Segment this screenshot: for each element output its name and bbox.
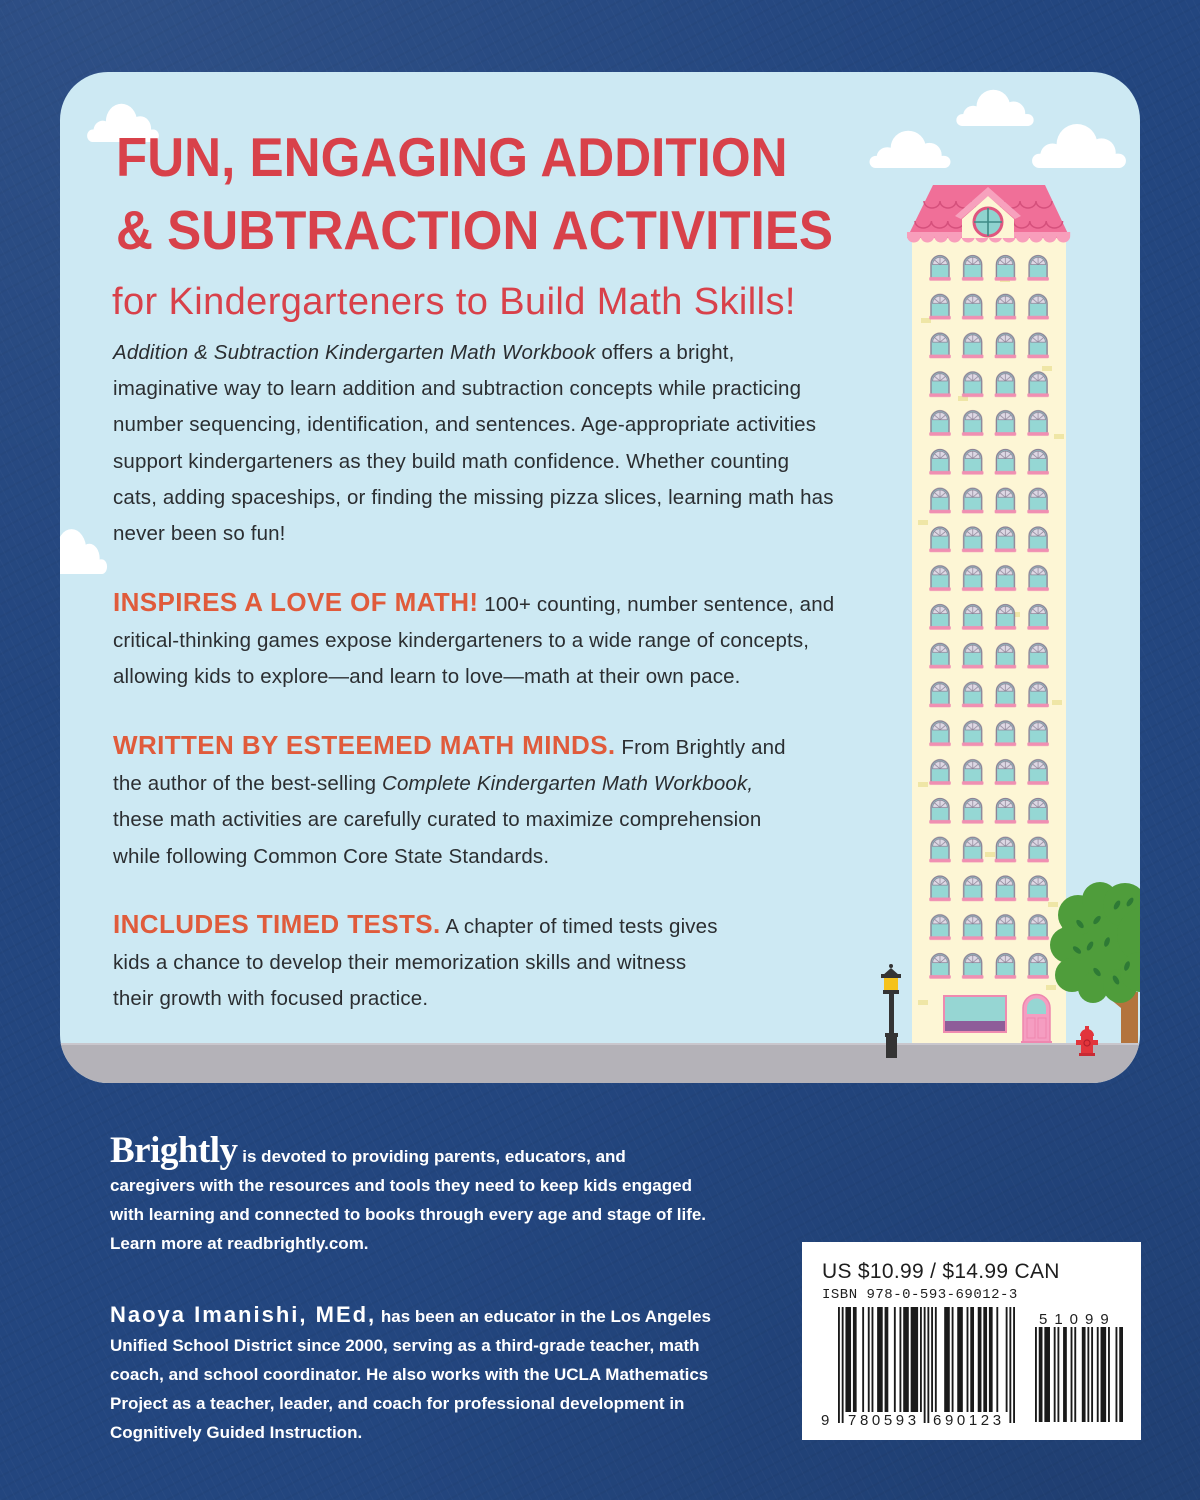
price-addon-barcode-icon xyxy=(1035,1327,1123,1422)
windows-grid xyxy=(924,249,1055,986)
publisher-text: is devoted to providing parents, educators, and xyxy=(237,1147,626,1166)
barcode-price-box xyxy=(802,1242,1141,1440)
pavement xyxy=(60,1044,1140,1083)
feature-line xyxy=(113,587,834,623)
author-line: Project as a teacher, leader, and coach for professional development in xyxy=(110,1394,685,1413)
feature-text: A chapter of timed tests gives xyxy=(440,915,718,938)
ean-lead-digit: 9 xyxy=(821,1412,830,1429)
intro-line: cats, adding spaceships, or finding the missing pizza slices, learning math has xyxy=(113,485,834,509)
feature-line: these math activities are carefully curated to maximize comprehension xyxy=(113,808,762,832)
ean13-barcode-icon xyxy=(838,1307,1015,1423)
related-book-title-italic: Complete Kindergarten Math Workbook, xyxy=(382,772,754,796)
brightly-logo: Brightly xyxy=(110,1130,238,1171)
publisher-line: with learning and connected to books through every age and stage of life. xyxy=(110,1205,707,1224)
feature-text: 100+ counting, number sentence, and xyxy=(478,593,835,616)
book-title-italic: Addition & Subtraction Kindergarten Math Workbook xyxy=(113,341,596,364)
feature-line xyxy=(113,766,786,802)
feature-heading: INSPIRES A LOVE OF MATH! xyxy=(113,587,479,617)
feature-line xyxy=(113,730,786,766)
headline-line-2: & SUBTRACTION ACTIVITIES xyxy=(116,199,834,261)
feature-line: allowing kids to explore—and learn to love—math at their own pace. xyxy=(113,665,741,689)
author-name: Naoya Imanishi, MEd, xyxy=(110,1302,377,1327)
intro-line xyxy=(113,335,834,371)
feature-line: their growth with focused practice. xyxy=(113,987,429,1011)
cloud-icon xyxy=(870,131,951,168)
publisher-line: caregivers with the resources and tools they need to keep kids engaged xyxy=(110,1176,692,1195)
publisher-line xyxy=(110,1130,706,1171)
feature-line: critical-thinking games expose kindergarteners to a wide range of concepts, xyxy=(113,629,810,653)
author-bio xyxy=(110,1302,711,1447)
isbn-label: ISBN 978-0-593-69012-3 xyxy=(822,1287,1018,1303)
headline-subtitle: for Kindergarteners to Build Math Skills! xyxy=(112,281,796,323)
roof xyxy=(907,185,1070,243)
author-text: has been an educator in the Los Angeles xyxy=(376,1307,711,1326)
intro-line: imaginative way to learn addition and subtraction concepts while practicing xyxy=(113,377,802,401)
feature-heading: INCLUDES TIMED TESTS. xyxy=(113,909,441,939)
feature-line: while following Common Core State Standards. xyxy=(113,844,550,868)
feature-text: From Brightly and xyxy=(615,736,786,759)
intro-line: support kindergarteners as they build math confidence. Whether counting xyxy=(113,449,790,473)
storefront-window xyxy=(944,996,1006,1032)
price-addon-digits: 51099 xyxy=(1039,1311,1116,1328)
cloud-icon xyxy=(60,529,107,574)
cloud-icon xyxy=(956,90,1033,126)
building-icon xyxy=(907,185,1070,1046)
price-label: US $10.99 / $14.99 CAN xyxy=(822,1260,1060,1283)
feature-heading: WRITTEN BY ESTEEMED MATH MINDS. xyxy=(113,730,616,760)
ean-right-digits: 690123 xyxy=(933,1412,1005,1429)
feature-love-of-math xyxy=(113,587,834,696)
feature-line: kids a chance to develop their memorization skills and witness xyxy=(113,951,687,975)
author-line: Unified School District since 2000, serving as a third-grade teacher, math xyxy=(110,1336,700,1355)
door-icon xyxy=(1021,994,1052,1046)
intro-line: number sequencing, identification, and sentences. Age-appropriate activities xyxy=(113,413,817,437)
author-line: Cognitively Guided Instruction. xyxy=(110,1423,363,1442)
feature-timed-tests xyxy=(113,909,718,1018)
headline-line-1: FUN, ENGAGING ADDITION xyxy=(116,126,788,188)
publisher-blurb xyxy=(110,1130,707,1258)
cloud-icon xyxy=(1032,124,1126,168)
ean-left-digits: 780593 xyxy=(848,1412,920,1429)
intro-line: never been so fun! xyxy=(113,521,286,545)
publisher-line: Learn more at readbrightly.com. xyxy=(110,1234,369,1253)
feature-math-minds xyxy=(113,730,786,875)
author-line xyxy=(110,1302,711,1331)
feature-line xyxy=(113,909,718,945)
feature-text: the author of the best-selling xyxy=(113,772,383,796)
intro-text: offers a bright, xyxy=(595,341,735,364)
intro-paragraph xyxy=(113,335,834,552)
author-line: coach, and school coordinator. He also works with the UCLA Mathematics xyxy=(110,1365,709,1384)
